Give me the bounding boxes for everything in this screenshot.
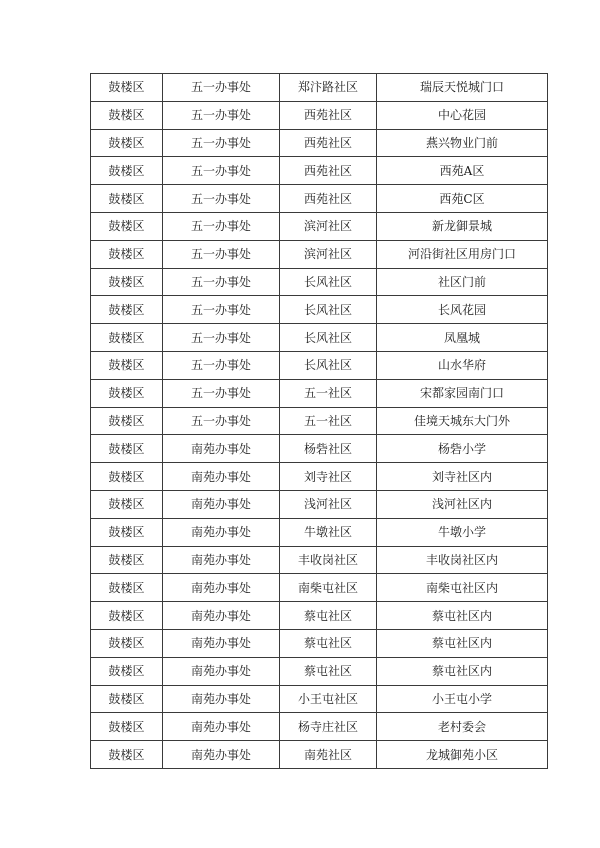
subdistrict-office-cell: 五一办事处 xyxy=(163,296,280,324)
district-cell: 鼓楼区 xyxy=(91,713,163,741)
community-cell: 刘寺社区 xyxy=(280,463,377,491)
community-cell: 五一社区 xyxy=(280,379,377,407)
table-row xyxy=(91,129,548,157)
district-cell: 鼓楼区 xyxy=(91,296,163,324)
table-row xyxy=(91,268,548,296)
site-list-table xyxy=(90,73,548,769)
district-cell: 鼓楼区 xyxy=(91,212,163,240)
table-row xyxy=(91,629,548,657)
table-row xyxy=(91,602,548,630)
table-row xyxy=(91,212,548,240)
table-row xyxy=(91,574,548,602)
district-cell: 鼓楼区 xyxy=(91,490,163,518)
table-row xyxy=(91,379,548,407)
table-row xyxy=(91,185,548,213)
location-cell: 河沿街社区用房门口 xyxy=(377,240,548,268)
district-cell: 鼓楼区 xyxy=(91,157,163,185)
district-cell: 鼓楼区 xyxy=(91,351,163,379)
location-cell: 瑞辰天悦城门口 xyxy=(377,74,548,102)
district-cell: 鼓楼区 xyxy=(91,240,163,268)
location-cell: 长风花园 xyxy=(377,296,548,324)
community-cell: 滨河社区 xyxy=(280,240,377,268)
district-cell: 鼓楼区 xyxy=(91,741,163,769)
table-row xyxy=(91,240,548,268)
subdistrict-office-cell: 五一办事处 xyxy=(163,101,280,129)
community-cell: 杨砦社区 xyxy=(280,435,377,463)
subdistrict-office-cell: 五一办事处 xyxy=(163,185,280,213)
district-cell: 鼓楼区 xyxy=(91,407,163,435)
table-row xyxy=(91,685,548,713)
location-cell: 佳境天城东大门外 xyxy=(377,407,548,435)
subdistrict-office-cell: 南苑办事处 xyxy=(163,629,280,657)
district-cell: 鼓楼区 xyxy=(91,74,163,102)
subdistrict-office-cell: 五一办事处 xyxy=(163,157,280,185)
location-cell: 社区门前 xyxy=(377,268,548,296)
subdistrict-office-cell: 南苑办事处 xyxy=(163,435,280,463)
subdistrict-office-cell: 南苑办事处 xyxy=(163,574,280,602)
subdistrict-office-cell: 五一办事处 xyxy=(163,379,280,407)
table-row xyxy=(91,324,548,352)
community-cell: 长风社区 xyxy=(280,268,377,296)
location-cell: 新龙御景城 xyxy=(377,212,548,240)
district-cell: 鼓楼区 xyxy=(91,657,163,685)
community-cell: 蔡屯社区 xyxy=(280,657,377,685)
location-cell: 宋都家园南门口 xyxy=(377,379,548,407)
table-row xyxy=(91,518,548,546)
subdistrict-office-cell: 五一办事处 xyxy=(163,324,280,352)
table-row xyxy=(91,713,548,741)
community-cell: 牛墩社区 xyxy=(280,518,377,546)
table-row xyxy=(91,546,548,574)
table-row xyxy=(91,157,548,185)
community-cell: 滨河社区 xyxy=(280,212,377,240)
subdistrict-office-cell: 南苑办事处 xyxy=(163,546,280,574)
community-cell: 西苑社区 xyxy=(280,101,377,129)
table-row xyxy=(91,435,548,463)
subdistrict-office-cell: 南苑办事处 xyxy=(163,685,280,713)
subdistrict-office-cell: 五一办事处 xyxy=(163,240,280,268)
district-cell: 鼓楼区 xyxy=(91,518,163,546)
community-cell: 长风社区 xyxy=(280,351,377,379)
location-cell: 蔡屯社区内 xyxy=(377,629,548,657)
community-cell: 郑汴路社区 xyxy=(280,74,377,102)
subdistrict-office-cell: 南苑办事处 xyxy=(163,490,280,518)
table-row xyxy=(91,490,548,518)
community-cell: 蔡屯社区 xyxy=(280,629,377,657)
community-cell: 南苑社区 xyxy=(280,741,377,769)
location-cell: 凤凰城 xyxy=(377,324,548,352)
location-cell: 杨砦小学 xyxy=(377,435,548,463)
location-cell: 蔡屯社区内 xyxy=(377,657,548,685)
district-cell: 鼓楼区 xyxy=(91,268,163,296)
subdistrict-office-cell: 五一办事处 xyxy=(163,74,280,102)
location-cell: 龙城御苑小区 xyxy=(377,741,548,769)
community-cell: 蔡屯社区 xyxy=(280,602,377,630)
location-cell: 浅河社区内 xyxy=(377,490,548,518)
district-cell: 鼓楼区 xyxy=(91,129,163,157)
district-cell: 鼓楼区 xyxy=(91,685,163,713)
district-cell: 鼓楼区 xyxy=(91,101,163,129)
community-cell: 西苑社区 xyxy=(280,129,377,157)
subdistrict-office-cell: 五一办事处 xyxy=(163,129,280,157)
district-cell: 鼓楼区 xyxy=(91,324,163,352)
community-cell: 丰收岗社区 xyxy=(280,546,377,574)
community-cell: 南柴屯社区 xyxy=(280,574,377,602)
subdistrict-office-cell: 南苑办事处 xyxy=(163,518,280,546)
location-cell: 牛墩小学 xyxy=(377,518,548,546)
location-cell: 西苑C区 xyxy=(377,185,548,213)
table-row xyxy=(91,101,548,129)
table-row xyxy=(91,657,548,685)
table-row xyxy=(91,463,548,491)
district-cell: 鼓楼区 xyxy=(91,379,163,407)
community-cell: 西苑社区 xyxy=(280,157,377,185)
district-cell: 鼓楼区 xyxy=(91,629,163,657)
location-cell: 西苑A区 xyxy=(377,157,548,185)
location-cell: 老村委会 xyxy=(377,713,548,741)
table-row xyxy=(91,407,548,435)
subdistrict-office-cell: 五一办事处 xyxy=(163,351,280,379)
district-cell: 鼓楼区 xyxy=(91,463,163,491)
district-cell: 鼓楼区 xyxy=(91,185,163,213)
location-cell: 丰收岗社区内 xyxy=(377,546,548,574)
community-cell: 长风社区 xyxy=(280,324,377,352)
location-cell: 刘寺社区内 xyxy=(377,463,548,491)
subdistrict-office-cell: 五一办事处 xyxy=(163,212,280,240)
location-cell: 燕兴物业门前 xyxy=(377,129,548,157)
community-cell: 五一社区 xyxy=(280,407,377,435)
location-cell: 蔡屯社区内 xyxy=(377,602,548,630)
table-row xyxy=(91,351,548,379)
location-cell: 南柴屯社区内 xyxy=(377,574,548,602)
subdistrict-office-cell: 南苑办事处 xyxy=(163,657,280,685)
district-cell: 鼓楼区 xyxy=(91,574,163,602)
community-cell: 长风社区 xyxy=(280,296,377,324)
district-cell: 鼓楼区 xyxy=(91,602,163,630)
subdistrict-office-cell: 南苑办事处 xyxy=(163,463,280,491)
subdistrict-office-cell: 五一办事处 xyxy=(163,407,280,435)
subdistrict-office-cell: 五一办事处 xyxy=(163,268,280,296)
subdistrict-office-cell: 南苑办事处 xyxy=(163,713,280,741)
table-row xyxy=(91,741,548,769)
table-row xyxy=(91,296,548,324)
district-cell: 鼓楼区 xyxy=(91,546,163,574)
community-cell: 小王屯社区 xyxy=(280,685,377,713)
district-cell: 鼓楼区 xyxy=(91,435,163,463)
location-cell: 山水华府 xyxy=(377,351,548,379)
location-cell: 小王屯小学 xyxy=(377,685,548,713)
location-cell: 中心花园 xyxy=(377,101,548,129)
table-row xyxy=(91,74,548,102)
community-cell: 西苑社区 xyxy=(280,185,377,213)
community-cell: 杨寺庄社区 xyxy=(280,713,377,741)
subdistrict-office-cell: 南苑办事处 xyxy=(163,602,280,630)
table-body xyxy=(91,74,548,769)
subdistrict-office-cell: 南苑办事处 xyxy=(163,741,280,769)
community-cell: 浅河社区 xyxy=(280,490,377,518)
